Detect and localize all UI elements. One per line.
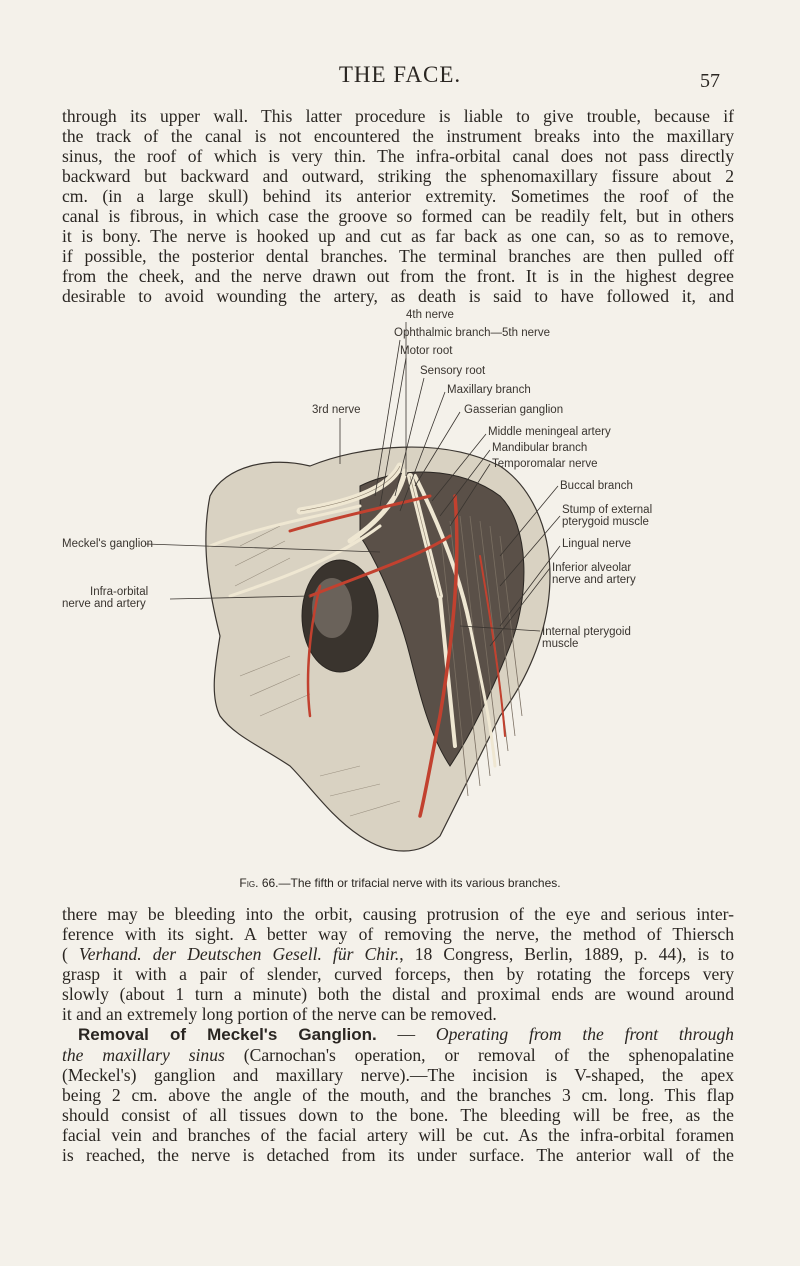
label-sensory-root: Sensory root bbox=[420, 365, 486, 377]
text-line bbox=[62, 944, 734, 964]
text-segment: , 18 Congress, Berlin, 1889, p. 44), is to bbox=[399, 944, 734, 964]
text-line bbox=[62, 1045, 734, 1065]
label-middle-meningeal-artery: Middle meningeal artery bbox=[488, 426, 611, 438]
page-number: 57 bbox=[700, 70, 720, 92]
label-ophthalmic-branch: Ophthalmic branch—5th nerve bbox=[394, 327, 550, 339]
text-line: through its upper wall. This latter procedure is liable to give trouble, because if bbox=[62, 106, 734, 126]
section-heading: Removal of Meckel's Ganglion. bbox=[78, 1025, 377, 1044]
text-line: it and an extremely long portion of the nerve can be removed. bbox=[62, 1004, 497, 1024]
text-line: canal is fibrous, in which case the groove so formed can be readily felt, but in others bbox=[62, 206, 734, 226]
label-4th-nerve: 4th nerve bbox=[406, 309, 454, 321]
text-line: desirable to avoid wounding the artery, as death is said to have followed it, and bbox=[62, 286, 734, 306]
paragraph-1 bbox=[62, 106, 734, 306]
label-temporomalar-nerve: Temporomalar nerve bbox=[492, 458, 598, 470]
label-mandibular-branch: Mandibular branch bbox=[492, 442, 588, 454]
citation-title: Verhand. der Deutschen Gesell. für Chir. bbox=[78, 944, 400, 964]
caption-text: —The fifth or trifacial nerve with its various branches. bbox=[278, 876, 561, 890]
label-inferior-alveolar-2: nerve and artery bbox=[552, 574, 636, 586]
section-heading-line bbox=[62, 1024, 734, 1045]
text-segment: ( bbox=[62, 944, 79, 964]
label-internal-pterygoid-1: Internal pterygoid bbox=[542, 626, 631, 638]
text-line: facial vein and branches of the facial artery will be cut. As the infra-orbital foramen bbox=[62, 1125, 734, 1145]
label-stump-external-pterygoid-1: Stump of external bbox=[562, 504, 653, 516]
text-line: sinus, the roof of which is very thin. The infra-orbital canal does not pass directly bbox=[62, 146, 734, 166]
text-line: (Meckel's) ganglion and maxillary nerve).—The incision is V-shaped, the apex bbox=[62, 1065, 734, 1085]
label-lingual-nerve: Lingual nerve bbox=[562, 538, 632, 550]
text-line: grasp it with a pair of slender, curved forceps, then by rotating the forceps very bbox=[62, 964, 734, 984]
label-inferior-alveolar-1: Inferior alveolar bbox=[552, 562, 632, 574]
label-internal-pterygoid-2: muscle bbox=[542, 638, 579, 650]
label-infra-orbital-1: Infra-orbital bbox=[90, 586, 149, 598]
text-line: ference with its sight. A better way of removing the nerve, the method of Thiersch bbox=[62, 924, 734, 944]
figure-caption bbox=[0, 876, 800, 890]
text-line: it is bony. The nerve is hooked up and cut as far back as one can, so as to remove, bbox=[62, 226, 734, 246]
text-line: is reached, the nerve is detached from its under surface. The anterior wall of the bbox=[62, 1145, 734, 1165]
anatomical-figure bbox=[60, 296, 740, 866]
label-3rd-nerve: 3rd nerve bbox=[312, 404, 361, 416]
dissection-illustration bbox=[60, 296, 740, 866]
label-stump-external-pterygoid-2: pterygoid muscle bbox=[562, 516, 649, 528]
text-line: from the cheek, and the nerve drawn out from the front. It is in the highest degree bbox=[62, 266, 734, 286]
text-line: if possible, the posterior dental branches. The terminal branches are then pulled off bbox=[62, 246, 734, 266]
label-maxillary-branch: Maxillary branch bbox=[447, 384, 531, 396]
text-line: slowly (about 1 turn a minute) both the distal and proximal ends are wound around bbox=[62, 984, 734, 1004]
paragraph-2 bbox=[62, 904, 734, 1165]
text-line: the track of the canal is not encountered the instrument breaks into the maxillary bbox=[62, 126, 734, 146]
running-head: THE FACE. bbox=[338, 62, 462, 87]
label-buccal-branch: Buccal branch bbox=[560, 480, 633, 492]
text-line: there may be bleeding into the orbit, causing protrusion of the eye and serious inter- bbox=[62, 904, 734, 924]
label-meckels-ganglion: Meckel's ganglion bbox=[62, 538, 154, 550]
label-motor-root: Motor root bbox=[400, 345, 453, 357]
caption-figure-number: Fig. 66. bbox=[239, 876, 279, 890]
text-segment: (Carnochan's operation, or removal of the sphenopalatine bbox=[224, 1045, 734, 1065]
label-gasserian-ganglion: Gasserian ganglion bbox=[464, 404, 564, 416]
text-italic: the maxillary sinus bbox=[62, 1045, 225, 1065]
label-infra-orbital-2: nerve and artery bbox=[62, 598, 146, 610]
text-line: being 2 cm. above the angle of the mouth, and the branches 3 cm. long. This flap bbox=[62, 1085, 734, 1105]
heading-dash: — bbox=[376, 1024, 436, 1044]
text-line: cm. (in a large skull) behind its anterior extremity. Sometimes the roof of the bbox=[62, 186, 734, 206]
text-line: should consist of all tissues down to the bone. The bleeding will be free, as the bbox=[62, 1105, 734, 1125]
heading-subtitle: Operating from the front through bbox=[435, 1024, 734, 1044]
text-line: backward but backward and outward, striking the sphenomaxillary fissure about 2 bbox=[62, 166, 734, 186]
